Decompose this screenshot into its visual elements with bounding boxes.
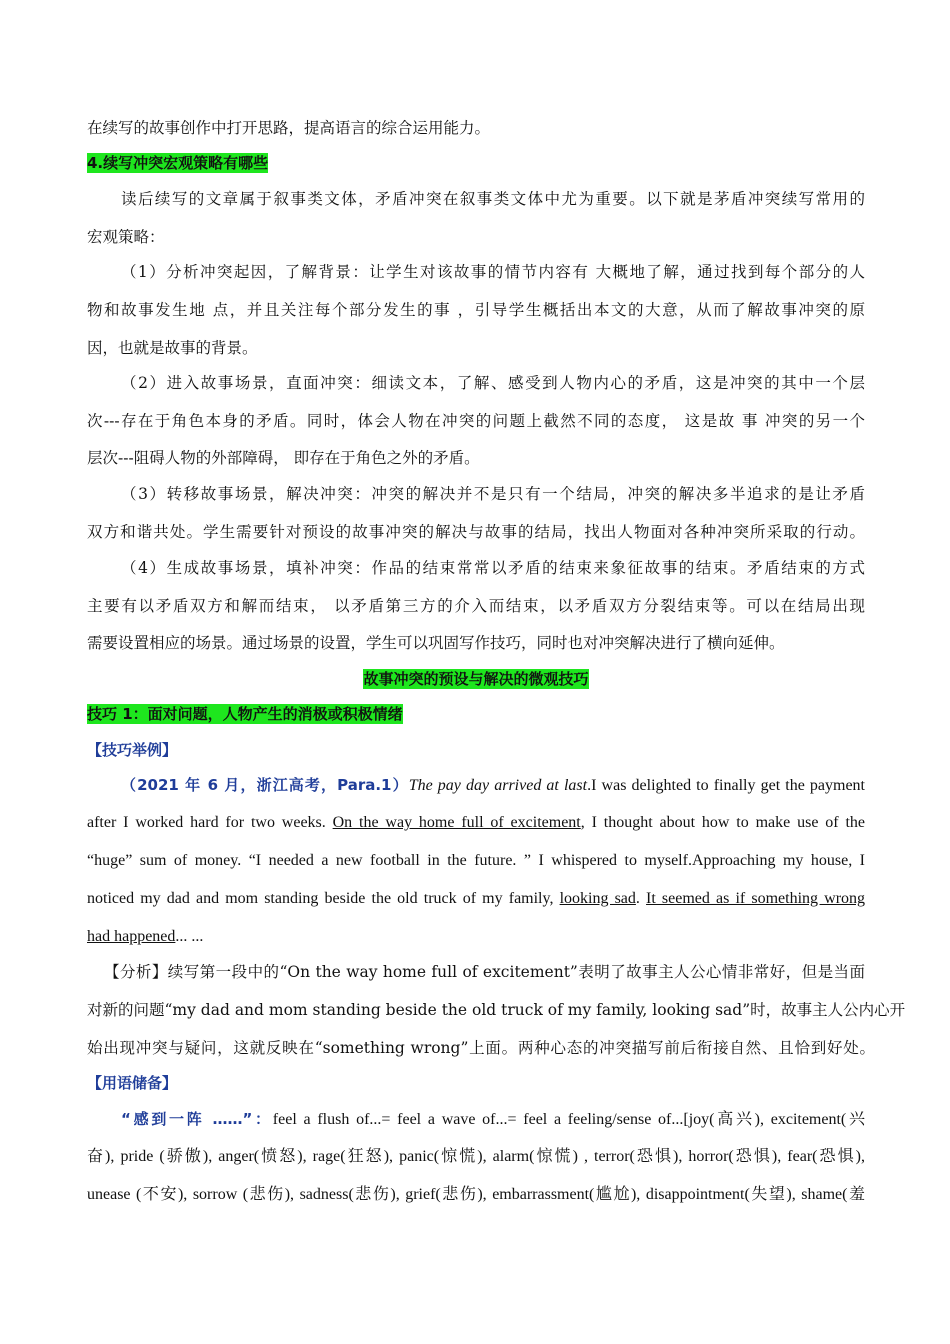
center-title xyxy=(87,669,865,689)
paragraph-line: 次---存在于角色本身的矛盾。同时，体会人物在冲突的问题上截然不同的态度， 这是故 事 冲突的另一个 xyxy=(87,412,865,430)
example-line xyxy=(87,927,865,947)
vocabulary-line: unease (不安), sorrow (悲伤), sadness(悲伤), grief(悲伤), embarrassment(尴尬), disappointment(失望), shame(羞 xyxy=(87,1186,865,1203)
paragraph-line: 在续写的故事创作中打开思路，提高语言的综合运用能力。 xyxy=(87,119,491,137)
paragraph-line: （1）分析冲突起因，了解背景：让学生对该故事的情节内容有 大概地了解，通过找到每个部分的人 xyxy=(121,263,865,281)
paragraph-line: 因，也就是故事的背景。 xyxy=(87,339,258,357)
example-tag: 【技巧举例】 xyxy=(87,741,178,759)
paragraph-line: 双方和谐共处。学生需要针对预设的故事冲突的解决与故事的结局，找出人物面对各种冲突所采取的行动。 xyxy=(87,523,865,541)
paragraph-line: 主要有以矛盾双方和解而结束， 以矛盾第三方的介入而结束，以矛盾双方分裂结束等。可以在结局出现 xyxy=(87,597,865,615)
section-heading-4 xyxy=(87,153,865,173)
analysis-line: 始出现冲突与疑问，这就反映在“something wrong”上面。两种心态的冲突描写前后衔接自然、且恰到好处。 xyxy=(87,1039,875,1057)
underlined-phrase: On the way home full of excitement xyxy=(332,814,581,831)
paragraph-line: 宏观策略： xyxy=(87,228,165,246)
underlined-phrase: had happened xyxy=(87,928,176,945)
example-text: noticed my dad and mom standing beside the old truck of my family, xyxy=(87,890,560,907)
paragraph-line: （2）进入故事场景，直面冲突：细读文本，了解、感受到人物内心的矛盾，这是冲突的其中一个层 xyxy=(121,374,865,392)
vocabulary-phrase: “感到一阵 ……”： xyxy=(121,1110,273,1128)
underlined-phrase: It seemed as if something wrong xyxy=(646,890,866,907)
paragraph-line: （4）生成故事场景，填补冲突：作品的结束常常以矛盾的结束来象征故事的结束。矛盾结束的方式 xyxy=(121,559,865,577)
technique-heading-1 xyxy=(87,704,865,724)
vocabulary-line: 奋), pride (骄傲), anger(愤怒), rage(狂怒), panic(惊慌), alarm(惊慌) , terror(恐惧), horror(恐惧), fear(恐惧), xyxy=(87,1148,865,1165)
vocabulary-tag: 【用语储备】 xyxy=(87,1074,178,1092)
example-italic: The pay day arrived at last xyxy=(408,777,588,794)
technique-highlight: 技巧 1：面对问题，人物产生的消极或积极情绪 xyxy=(87,705,403,723)
paragraph-line: （3）转移故事场景，解决冲突：冲突的解决并不是只有一个结局，冲突的解决多半追求的是让矛盾 xyxy=(121,485,865,503)
example-text: , I thought about how to make use of the xyxy=(580,814,865,831)
title-highlight: 故事冲突的预设与解决的微观技巧 xyxy=(363,670,589,688)
example-text: . xyxy=(635,890,647,907)
example-text: after I worked hard for two weeks. xyxy=(87,814,333,831)
vocabulary-line xyxy=(121,1109,865,1130)
example-source: （2021 年 6 月，浙江高考，Para.1） xyxy=(121,776,409,794)
analysis-line: 对新的问题“my dad and mom standing beside the old truck of my family, looking sad”时，故事主人公内心开 xyxy=(87,1001,906,1019)
paragraph-line: 需要设置相应的场景。通过场景的设置，学生可以巩固写作技巧，同时也对冲突解决进行了横向延伸。 xyxy=(87,634,785,652)
paragraph-line: 层次---阻碍人物的外部障碍， 即存在于角色之外的矛盾。 xyxy=(87,449,480,467)
paragraph-line: 读后续写的文章属于叙事类文体，矛盾冲突在叙事类文体中尤为重要。以下就是茅盾冲突续写常用的 xyxy=(121,190,865,208)
vocabulary-text: feel a flush of...= feel a wave of...= feel a feeling/sense of...[joy(高兴), excitement(兴 xyxy=(272,1111,865,1128)
analysis-line: 【分析】续写第一段中的“On the way home full of excitement”表明了故事主人公心情非常好，但是当面 xyxy=(104,963,865,981)
heading-highlight: 4.续写冲突宏观策略有哪些 xyxy=(87,154,269,172)
example-text: ... ... xyxy=(175,928,204,945)
example-line xyxy=(87,813,865,833)
underlined-phrase: looking sad xyxy=(559,890,636,907)
paragraph-line: 物和故事发生地 点，并且关注每个部分发生的事 ，引导学生概括出本文的大意，从而了解故事冲突的原 xyxy=(87,301,865,319)
example-line: “huge” sum of money. “I needed a new football in the future. ” I whispered to myself.Approaching my house, I xyxy=(87,852,865,869)
example-line xyxy=(87,889,865,909)
example-line xyxy=(121,775,865,796)
example-text: .I was delighted to finally get the payment xyxy=(587,777,865,794)
